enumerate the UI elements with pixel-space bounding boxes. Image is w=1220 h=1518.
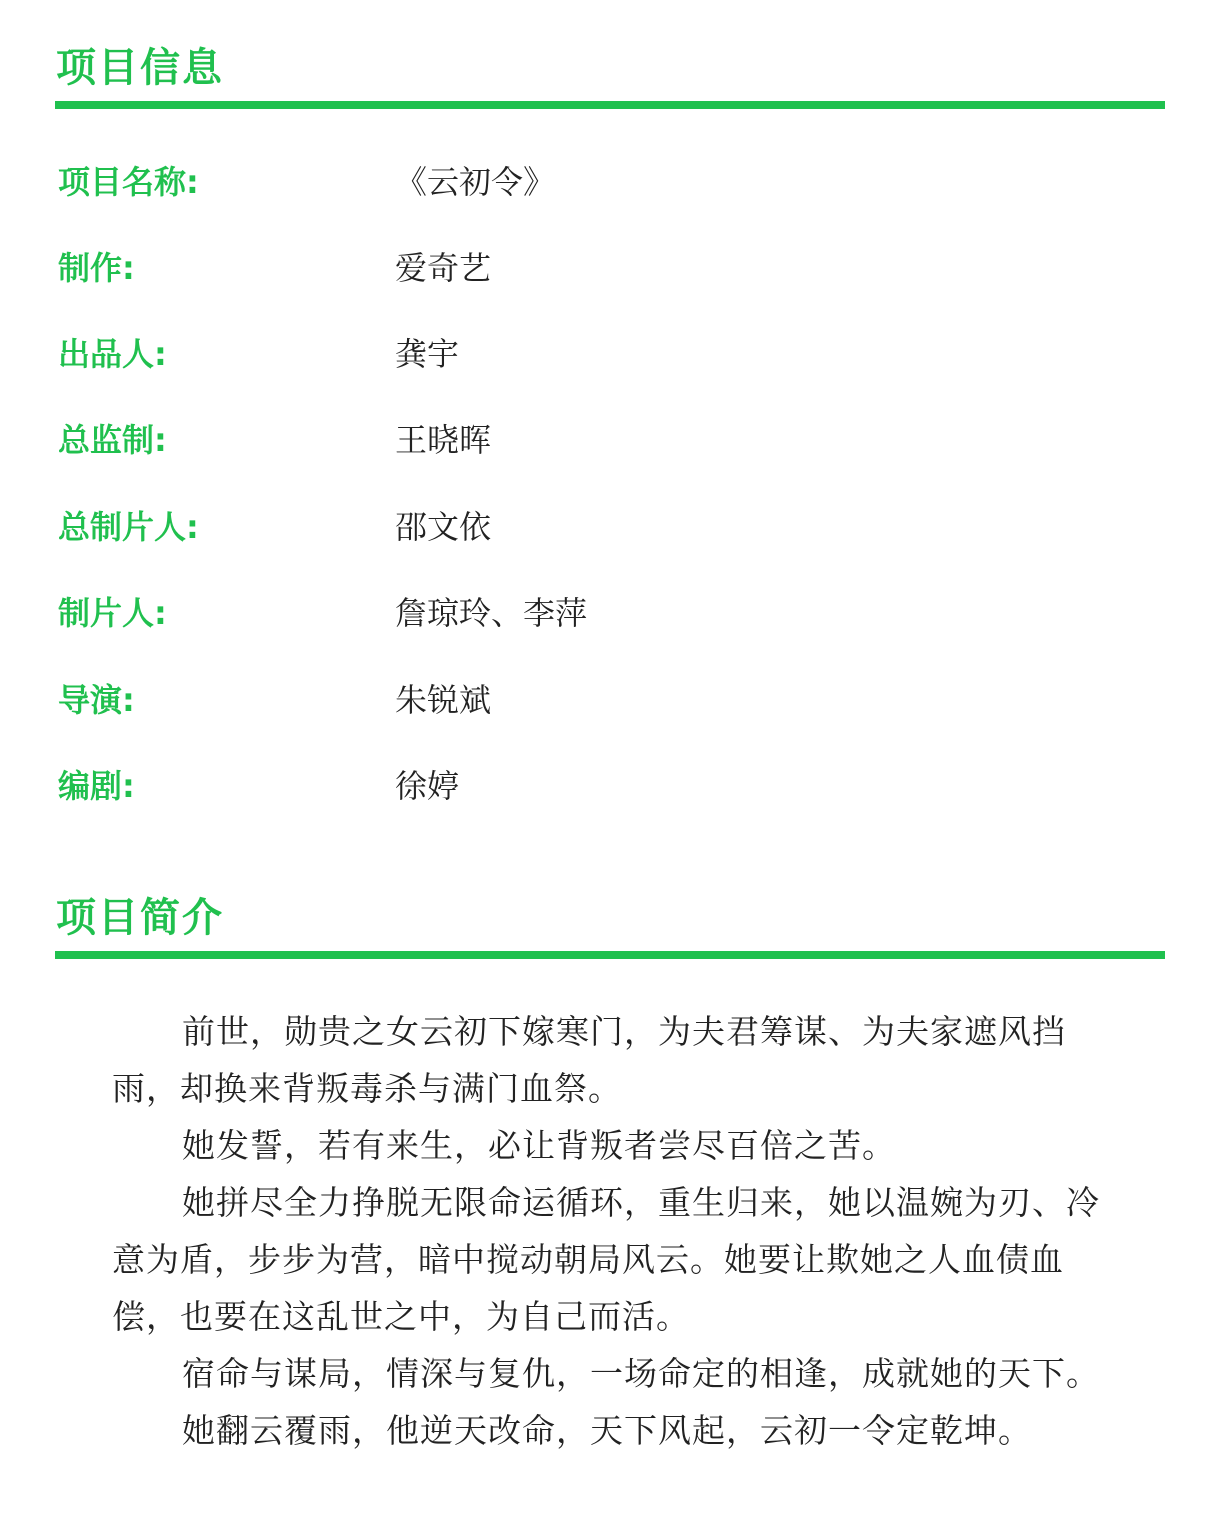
section-divider — [55, 101, 1165, 109]
info-label: 项目名称: — [58, 163, 199, 201]
info-row-director — [0, 680, 1220, 720]
synopsis-paragraph: 她翻云覆雨，他逆天改命，天下风起，云初一令定乾坤。 — [182, 1411, 1032, 1450]
info-row-production — [0, 248, 1220, 288]
info-value: 王晓晖 — [395, 421, 492, 459]
info-label: 总监制: — [58, 421, 167, 459]
info-label: 制片人: — [58, 594, 167, 632]
section-title-project-intro: 项目简介 — [56, 895, 224, 941]
project-synopsis — [112, 1003, 1102, 1459]
info-label: 导演: — [58, 681, 135, 719]
info-value: 詹琼玲、李萍 — [395, 594, 588, 632]
synopsis-paragraph: 宿命与谋局，情深与复仇，一场命定的相逢，成就她的天下。 — [182, 1354, 1100, 1393]
info-value: 爱奇艺 — [395, 249, 492, 287]
info-row-chief-producer — [0, 507, 1220, 547]
section-title-project-info: 项目信息 — [56, 45, 224, 91]
info-value: 徐婷 — [395, 767, 460, 805]
info-row-screenwriter — [0, 766, 1220, 806]
synopsis-paragraph: 前世，勋贵之女云初下嫁寒门，为夫君筹谋、为夫家遮风挡雨，却换来背叛毒杀与满门血祭。 — [112, 1012, 1066, 1108]
info-label: 制作: — [58, 249, 135, 287]
info-row-producer — [0, 334, 1220, 374]
section-divider — [55, 951, 1165, 959]
info-row-chief-supervisor — [0, 420, 1220, 460]
info-label: 总制片人: — [58, 508, 199, 546]
info-row-producers — [0, 593, 1220, 633]
info-label: 出品人: — [58, 335, 167, 373]
info-value: 《云初令》 — [395, 163, 556, 201]
info-value: 邵文依 — [395, 508, 492, 546]
synopsis-paragraph: 她发誓，若有来生，必让背叛者尝尽百倍之苦。 — [182, 1126, 896, 1165]
synopsis-paragraph: 她拼尽全力挣脱无限命运循环，重生归来，她以温婉为刃、冷意为盾，步步为营，暗中搅动朝局风云。她要让欺她之人血债血偿，也要在这乱世之中，为自己而活。 — [112, 1183, 1100, 1336]
info-value: 朱锐斌 — [395, 681, 492, 719]
info-value: 龚宇 — [395, 335, 460, 373]
info-label: 编剧: — [58, 767, 135, 805]
info-row-project-name — [0, 162, 1220, 202]
